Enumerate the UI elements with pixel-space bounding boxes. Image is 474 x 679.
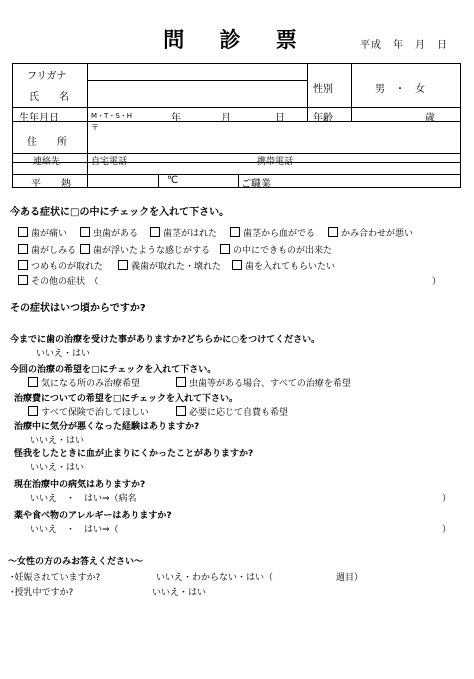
mobile-phone-label: 携帯電話 bbox=[257, 157, 294, 167]
checkbox-item[interactable] bbox=[118, 259, 221, 272]
checkbox-item[interactable] bbox=[176, 376, 351, 389]
q3-answer[interactable]: いいえ・はい bbox=[36, 349, 91, 359]
q5-prompt: 治療費についての希望を□にチェックを入れて下さい。 bbox=[14, 394, 239, 404]
age-unit: 歳 bbox=[425, 113, 435, 124]
checkbox-item[interactable] bbox=[220, 243, 332, 256]
q9-answer[interactable]: いいえ ・ はい⇒（ bbox=[30, 525, 119, 535]
furigana-label: フリガナ bbox=[27, 71, 67, 82]
home-phone-label: 自宅電話 bbox=[91, 157, 128, 167]
checkbox[interactable] bbox=[230, 227, 240, 237]
checkbox[interactable] bbox=[18, 260, 28, 270]
checkbox[interactable] bbox=[118, 260, 128, 270]
occupation-label: ご職業 bbox=[241, 179, 271, 190]
checkbox-item[interactable] bbox=[150, 226, 217, 239]
contact-label: 連絡先 bbox=[33, 157, 61, 167]
day-label: 日 bbox=[275, 113, 285, 124]
other-close: ） bbox=[432, 277, 442, 287]
q8-answer[interactable]: いいえ ・ はい⇒（病名 bbox=[30, 494, 137, 504]
checkbox[interactable] bbox=[80, 244, 90, 254]
q9-prompt: 薬や食べ物のアレルギーはありますか? bbox=[14, 511, 172, 521]
checkbox[interactable] bbox=[176, 377, 186, 387]
sex-label: 性別 bbox=[313, 84, 333, 95]
temperature-label: 平 熱 bbox=[31, 179, 71, 190]
date-line[interactable]: 平成 年 月 日 bbox=[360, 40, 448, 51]
birthday-label: 生年月日 bbox=[19, 113, 59, 124]
women-heading: ～女性の方のみお答えください～ bbox=[8, 557, 144, 567]
option-label: 気になる所のみ治療希望 bbox=[41, 379, 141, 389]
checkbox-item[interactable] bbox=[28, 376, 140, 389]
option-label: 歯がしみる bbox=[31, 246, 77, 256]
option-label: 歯が痛い bbox=[31, 229, 68, 239]
checkbox[interactable] bbox=[18, 275, 28, 285]
checkbox-item[interactable] bbox=[176, 405, 288, 418]
month-label: 月 bbox=[221, 113, 231, 124]
checkbox-item[interactable] bbox=[18, 259, 103, 272]
checkbox-item[interactable] bbox=[18, 243, 76, 256]
checkbox[interactable] bbox=[28, 377, 38, 387]
option-label: 必要に応じて自費も希望 bbox=[189, 408, 289, 418]
q4-prompt: 今回の治療の希望を□にチェックを入れて下さい。 bbox=[10, 365, 217, 375]
page-title: 問 診 票 bbox=[163, 27, 311, 52]
option-label: 義歯が取れた・壊れた bbox=[131, 262, 222, 272]
checkbox[interactable] bbox=[80, 227, 90, 237]
q1-prompt: 今ある症状に□の中にチェックを入れて下さい。 bbox=[10, 207, 230, 218]
option-label: 虫歯等がある場合、すべての治療を希望 bbox=[189, 379, 351, 389]
patient-info-table bbox=[12, 63, 461, 188]
option-label: 歯を入れてもらいたい bbox=[245, 262, 336, 272]
option-label: 歯茎から血がでる bbox=[243, 229, 316, 239]
option-label: の中にできものが出来た bbox=[233, 246, 333, 256]
era-options[interactable]: M・T・S・H bbox=[91, 112, 133, 120]
checkbox-item[interactable] bbox=[80, 243, 210, 256]
nursing-answer[interactable]: いいえ・はい bbox=[152, 588, 207, 598]
option-label: つめものが取れた bbox=[31, 262, 104, 272]
option-label: 歯が浮いたような感じがする bbox=[93, 246, 211, 256]
checkbox[interactable] bbox=[28, 406, 38, 416]
q8-prompt: 現在治療中の病気はありますか? bbox=[14, 480, 146, 490]
option-label: 虫歯がある bbox=[93, 229, 139, 239]
checkbox[interactable] bbox=[328, 227, 338, 237]
checkbox[interactable] bbox=[150, 227, 160, 237]
postal-mark: 〒 bbox=[91, 123, 99, 132]
checkbox[interactable] bbox=[176, 406, 186, 416]
checkbox-item[interactable] bbox=[328, 226, 413, 239]
q6-prompt: 治療中に気分が悪くなった経験はありますか? bbox=[14, 422, 200, 432]
year-label: 年 bbox=[171, 113, 181, 124]
sex-options[interactable]: 男 ・ 女 bbox=[375, 84, 425, 95]
q7-answer[interactable]: いいえ・はい bbox=[30, 463, 85, 473]
name-label: 氏 名 bbox=[29, 92, 69, 103]
option-label: 歯茎がはれた bbox=[163, 229, 218, 239]
q7-prompt: 怪我をしたときに血が止まりにくかったことがありますか? bbox=[14, 449, 254, 459]
pregnant-answer[interactable]: いいえ・わからない・はい（ bbox=[156, 573, 274, 583]
option-label: かみ合わせが悪い bbox=[341, 229, 414, 239]
q2-prompt: その症状はいつ頃からですか? bbox=[10, 303, 146, 314]
option-label: すべて保険で治してほしい bbox=[41, 408, 149, 418]
option-label: その他の症状 （ bbox=[31, 277, 99, 287]
pregnant-question: ･妊娠されていますか? bbox=[10, 573, 101, 583]
address-label: 住 所 bbox=[27, 137, 67, 148]
pregnant-weeks: 週目） bbox=[336, 573, 364, 583]
q6-answer[interactable]: いいえ・はい bbox=[30, 436, 85, 446]
checkbox-item[interactable] bbox=[230, 226, 315, 239]
age-label: 年齢 bbox=[313, 113, 333, 124]
checkbox[interactable] bbox=[232, 260, 242, 270]
q9-close: ） bbox=[442, 525, 452, 535]
q8-close: ） bbox=[442, 494, 452, 504]
checkbox-item[interactable] bbox=[18, 226, 67, 239]
checkbox-item[interactable] bbox=[80, 226, 138, 239]
checkbox[interactable] bbox=[18, 227, 28, 237]
nursing-question: ･授乳中ですか? bbox=[10, 588, 74, 598]
checkbox[interactable] bbox=[18, 244, 28, 254]
temperature-unit: ℃ bbox=[167, 175, 179, 186]
checkbox-item[interactable] bbox=[28, 405, 149, 418]
checkbox-item-other[interactable] bbox=[18, 274, 99, 287]
checkbox[interactable] bbox=[220, 244, 230, 254]
checkbox-item[interactable] bbox=[232, 259, 335, 272]
q3-prompt: 今までに歯の治療を受けた事がありますか?どちらかに○をつけてください。 bbox=[10, 335, 321, 345]
